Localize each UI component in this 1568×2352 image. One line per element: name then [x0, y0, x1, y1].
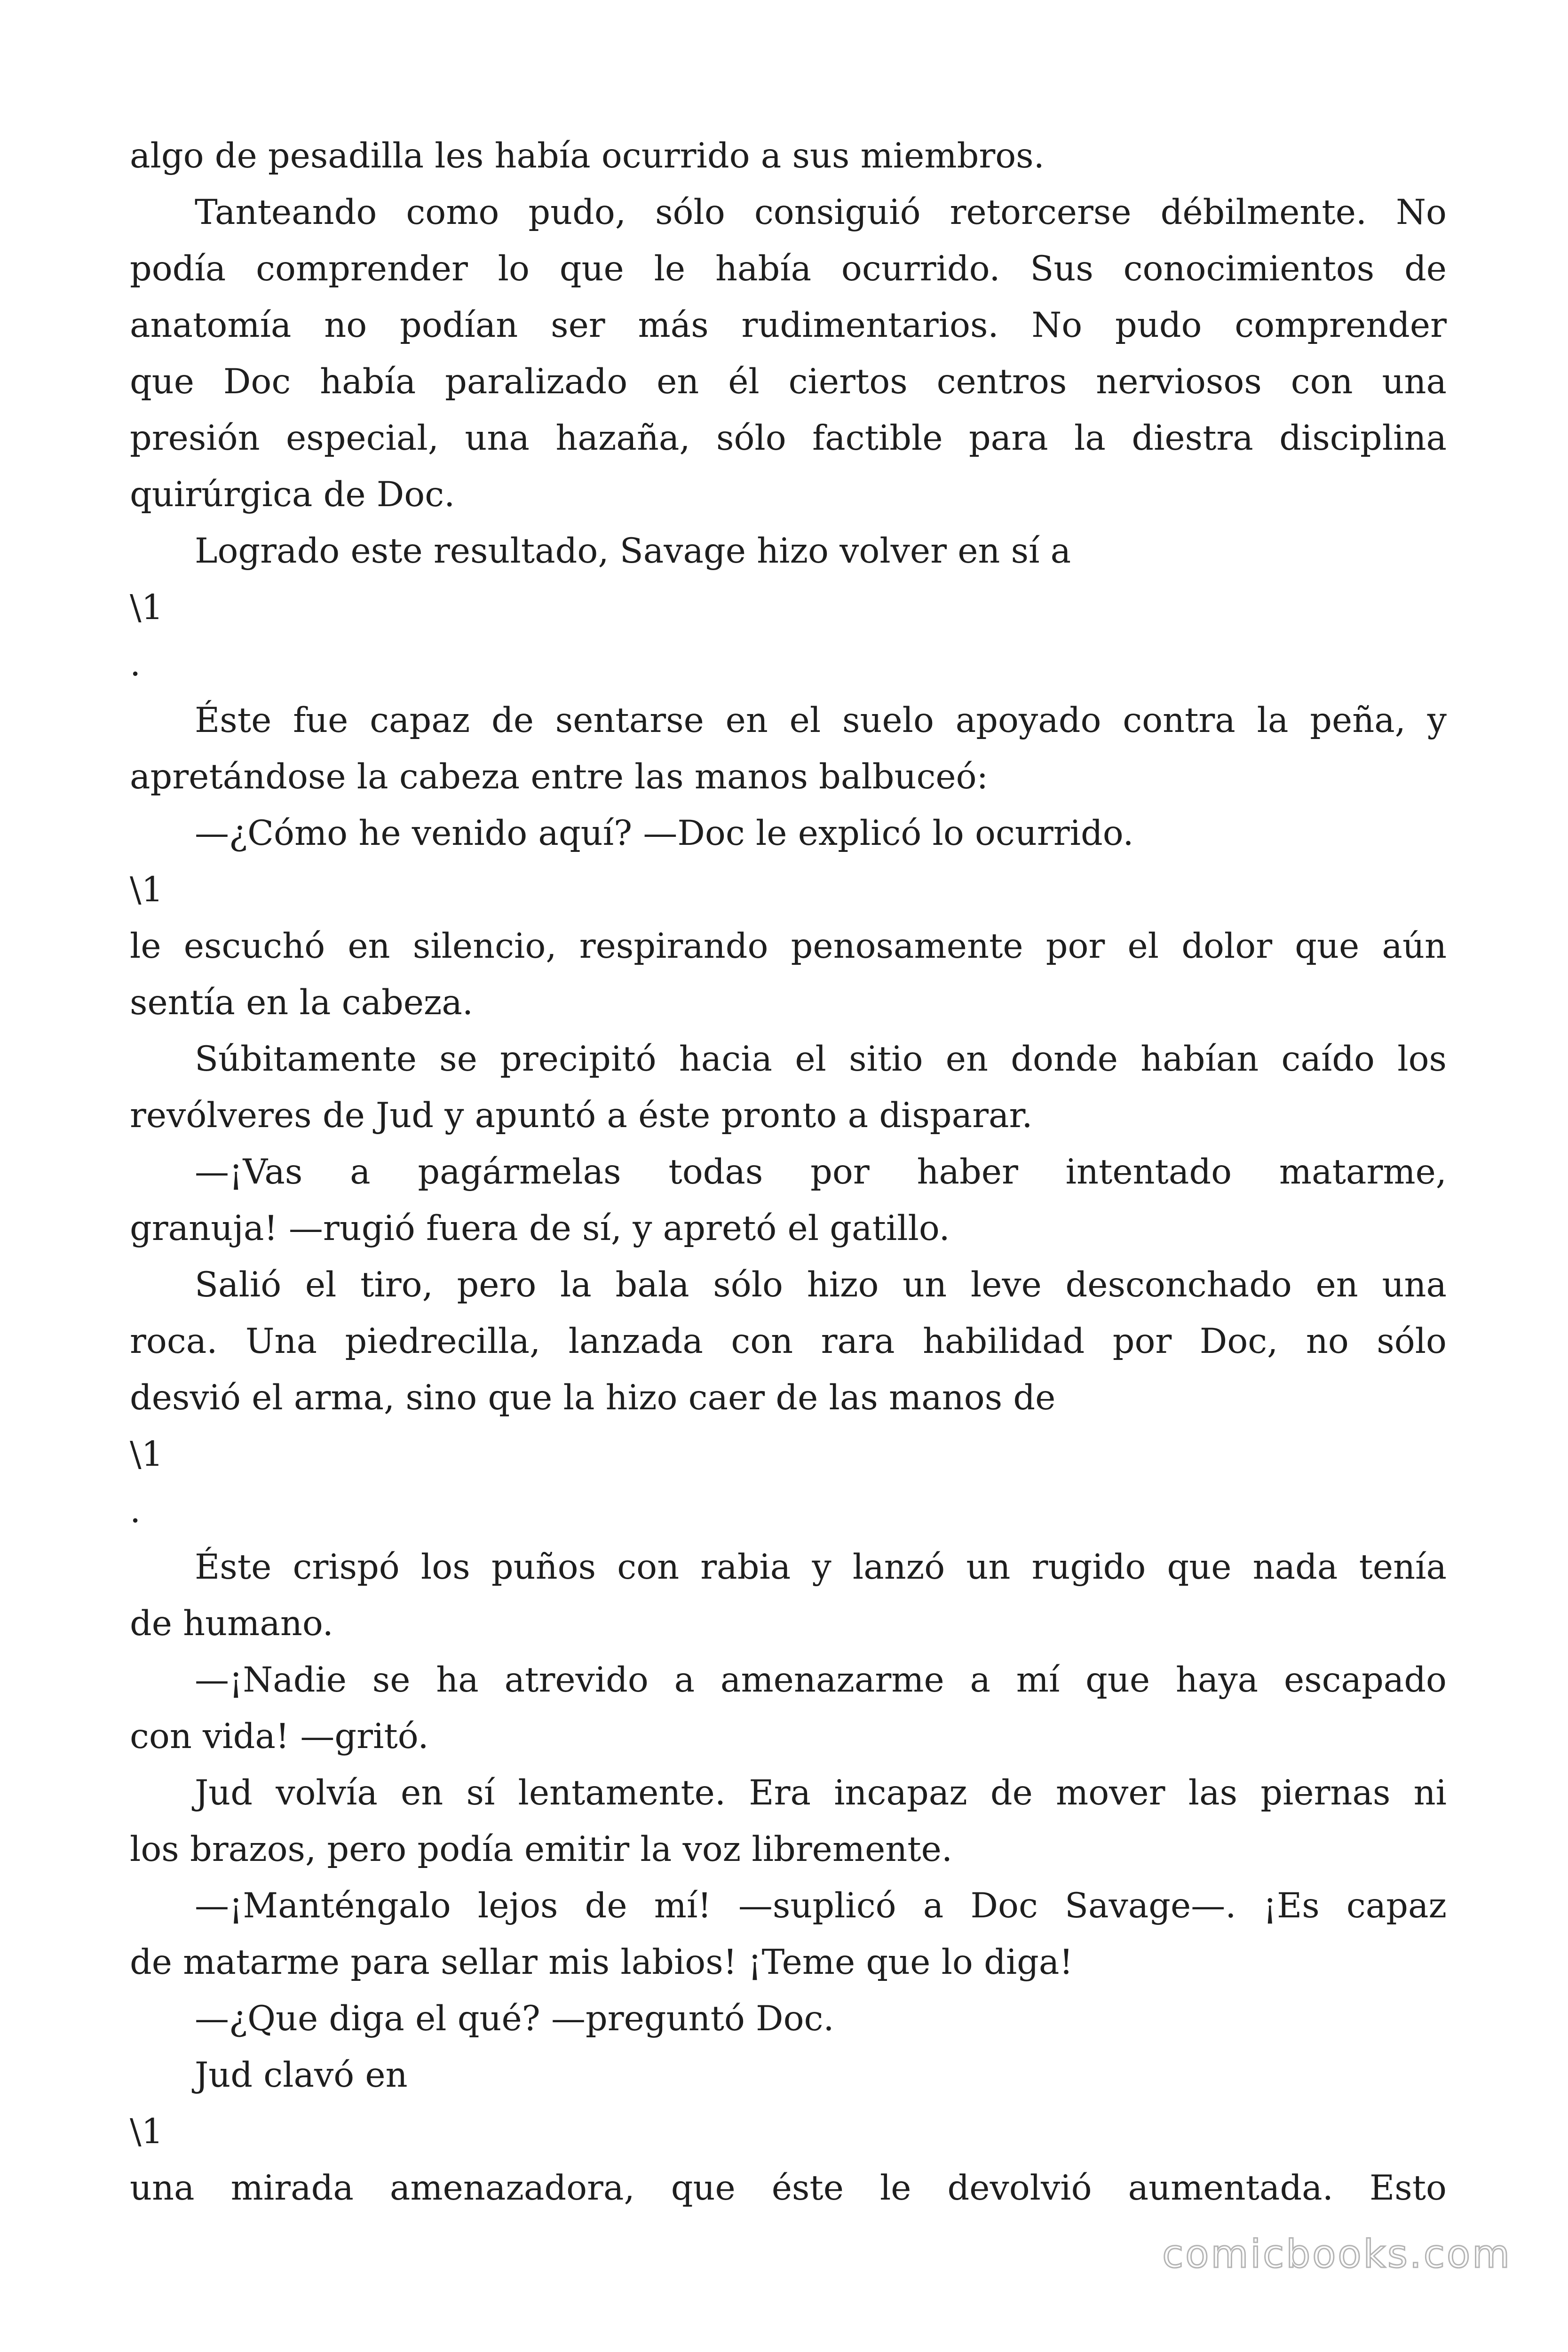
text-line: revólveres de Jud y apuntó a éste pronto a disparar.	[130, 1096, 1033, 1136]
text-line: podía comprender lo que le había ocurrido. Sus conocimientos de	[130, 249, 1447, 289]
text-line: \1	[130, 2112, 164, 2152]
text-line: Éste fue capaz de sentarse en el suelo apoyado contra la peña, y	[195, 700, 1447, 740]
text-line: —¿Que diga el qué? —preguntó Doc.	[195, 1999, 834, 2039]
text-line: una mirada amenazadora, que éste le devolvió aumentada. Esto	[130, 2168, 1447, 2208]
text-line: sentía en la cabeza.	[130, 983, 474, 1023]
text-line: .	[130, 644, 141, 684]
text-line: presión especial, una hazaña, sólo factible para la diestra disciplina	[130, 418, 1447, 458]
text-line: le escuchó en silencio, respirando penosamente por el dolor que aún	[130, 926, 1447, 966]
text-line: apretándose la cabeza entre las manos balbuceó:	[130, 757, 989, 797]
text-line: \1	[130, 1434, 164, 1474]
text-line: los brazos, pero podía emitir la voz libremente.	[130, 1829, 953, 1869]
text-line: —¡Manténgalo lejos de mí! —suplicó a Doc Savage—. ¡Es capaz	[195, 1886, 1447, 1926]
text-line: Jud clavó en	[195, 2055, 408, 2095]
text-line: roca. Una piedrecilla, lanzada con rara habilidad por Doc, no sólo	[130, 1321, 1447, 1361]
text-line: Salió el tiro, pero la bala sólo hizo un leve desconchado en una	[195, 1265, 1447, 1305]
text-line: de humano.	[130, 1604, 333, 1644]
text-line: Jud volvía en sí lentamente. Era incapaz de mover las piernas ni	[195, 1773, 1447, 1813]
text-line: —¿Cómo he venido aquí? —Doc le explicó lo ocurrido.	[195, 813, 1134, 853]
text-line: Logrado este resultado, Savage hizo volver en sí a	[195, 531, 1071, 571]
text-line: algo de pesadilla les había ocurrido a sus miembros.	[130, 136, 1045, 176]
text-line: granuja! —rugió fuera de sí, y apretó el gatillo.	[130, 1208, 950, 1248]
watermark: comicbooks.com	[1162, 2232, 1512, 2277]
text-line: .	[130, 1491, 141, 1531]
text-line: \1	[130, 870, 164, 910]
text-line: desvió el arma, sino que la hizo caer de las manos de	[130, 1378, 1056, 1418]
text-line: —¡Vas a pagármelas todas por haber intentado matarme,	[195, 1152, 1447, 1192]
text-line: Tanteando como pudo, sólo consiguió retorcerse débilmente. No	[195, 192, 1447, 232]
text-line: anatomía no podían ser más rudimentarios. No pudo comprender	[130, 305, 1447, 345]
text-line: Súbitamente se precipitó hacia el sitio en donde habían caído los	[195, 1039, 1447, 1079]
text-line: \1	[130, 588, 164, 628]
text-line: Éste crispó los puños con rabia y lanzó un rugido que nada tenía	[195, 1547, 1447, 1587]
text-line: con vida! —gritó.	[130, 1716, 429, 1756]
text-line: que Doc había paralizado en él ciertos centros nerviosos con una	[130, 362, 1447, 402]
text-line: de matarme para sellar mis labios! ¡Teme que lo diga!	[130, 1942, 1073, 1982]
book-page-text	[130, 128, 1447, 2217]
text-line: quirúrgica de Doc.	[130, 475, 455, 515]
text-line: —¡Nadie se ha atrevido a amenazarme a mí que haya escapado	[195, 1660, 1447, 1700]
